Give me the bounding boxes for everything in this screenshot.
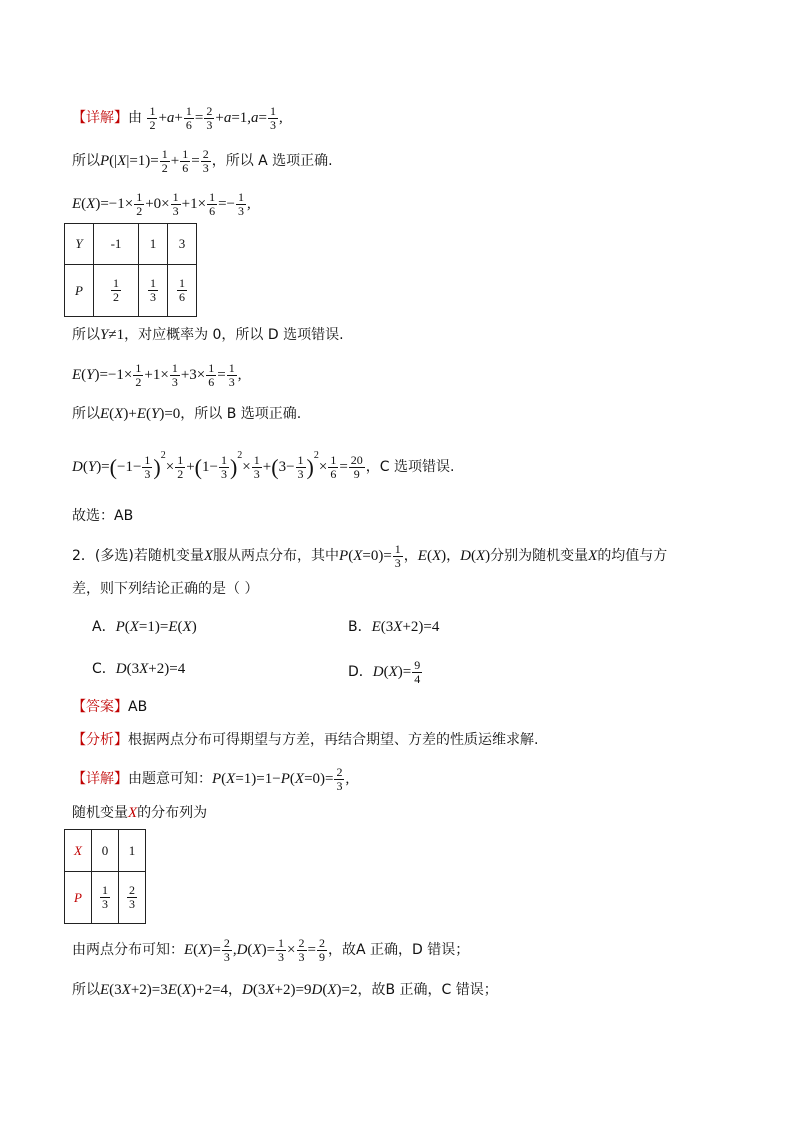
detail-tag: 【详解】 (72, 770, 128, 787)
table-y-row-label: P (65, 265, 94, 317)
distribution-table-x (64, 829, 146, 924)
table-x-header: 0 (92, 830, 119, 872)
solution-line-9: D(Y)=(−1− $\frac{1}{3}$ )$^2$× $\frac{1}{2}$ +(1− $\frac{1}{3}$ )$^2$× $\frac{1}{3}$ +(3− $\frac{1}{3}$ )$^2$× $\frac{1}{6}$ = $\frac{20}{9}$ ，C 选项错误. (72, 450, 455, 481)
table-x-cell: $\frac{2}{3}$ (119, 872, 146, 924)
table-y-header: 3 (168, 224, 197, 265)
question-2-line-2: 差，则下列结论正确的是（ ） (72, 581, 259, 597)
table-y-cell: $\frac{1}{2}$ (94, 265, 139, 317)
detail-tag: 【详解】 (72, 109, 128, 126)
two-point-line: 由两点分布可知：E(X)= $\frac{2}{3}$ ,D(X)= $\frac{1}{3}$ × $\frac{2}{3}$ = $\frac{2}{9}$ ，故A 正确，D 错误； (72, 936, 470, 964)
choice-line: 故选：AB (72, 508, 134, 524)
table-x-header: 1 (119, 830, 146, 872)
option-d: D．D(X)= $\frac{9}{4}$ (348, 658, 421, 686)
last-line: 所以E(3X+2)=3E(X)+2=4，D(3X+2)=9D(X)=2，故B 正确，C 错误； (72, 982, 498, 998)
solution-line-1: 【详解】由 $\frac{1}{2}$ +a+ $\frac{1}{6}$ = $\frac{2}{3}$ +a=1,a= $\frac{1}{3}$ , (72, 104, 283, 132)
detail-2-line: 【详解】由题意可知：P(X=1)=1−P(X=0)= $\frac{2}{3}$ , (72, 765, 350, 793)
table-y-header: -1 (94, 224, 139, 265)
option-b: B．E(3X+2)=4 (348, 619, 440, 635)
table-x-cell: $\frac{1}{3}$ (92, 872, 119, 924)
table-y-header: Y (65, 224, 94, 265)
answer-line: 【答案】AB (72, 699, 148, 715)
distribution-table-y (64, 223, 197, 317)
distribution-intro: 随机变量X的分布列为 (72, 805, 208, 821)
question-2-line-1: 2．(多选)若随机变量X服从两点分布，其中P(X=0)= $\frac{1}{3}$ ，E(X)，D(X)分别为随机变量X的均值与方 (72, 542, 668, 570)
solution-line-7: E(Y)=−1× $\frac{1}{2}$ +1× $\frac{1}{3}$ +3× $\frac{1}{6}$ = $\frac{1}{3}$ , (72, 361, 242, 389)
table-y-cell: $\frac{1}{3}$ (139, 265, 168, 317)
analysis-line: 【分析】根据两点分布可得期望与方差，再结合期望、方差的性质运维求解. (72, 732, 539, 748)
option-c: C．D(3X+2)=4 (92, 661, 186, 677)
answer-tag: 【答案】 (72, 699, 128, 715)
option-a: A．P(X=1)=E(X) (92, 619, 197, 635)
table-x-header: X (65, 830, 92, 872)
table-x-row-label: P (65, 872, 92, 924)
table-y-cell: $\frac{1}{6}$ (168, 265, 197, 317)
solution-line-2: 所以P(|X|=1)= $\frac{1}{2}$ + $\frac{1}{6}$ = $\frac{2}{3}$ ，所以 A 选项正确. (72, 147, 333, 175)
solution-line-8: 所以E(X)+E(Y)=0，所以 B 选项正确. (72, 406, 302, 422)
table-y-header: 1 (139, 224, 168, 265)
solution-line-3: E(X)=−1× $\frac{1}{2}$ +0× $\frac{1}{3}$ +1× $\frac{1}{6}$ =− $\frac{1}{3}$ , (72, 190, 251, 218)
solution-line-6: 所以Y≠1，对应概率为 0，所以 D 选项错误. (72, 327, 344, 343)
analysis-tag: 【分析】 (72, 732, 128, 748)
